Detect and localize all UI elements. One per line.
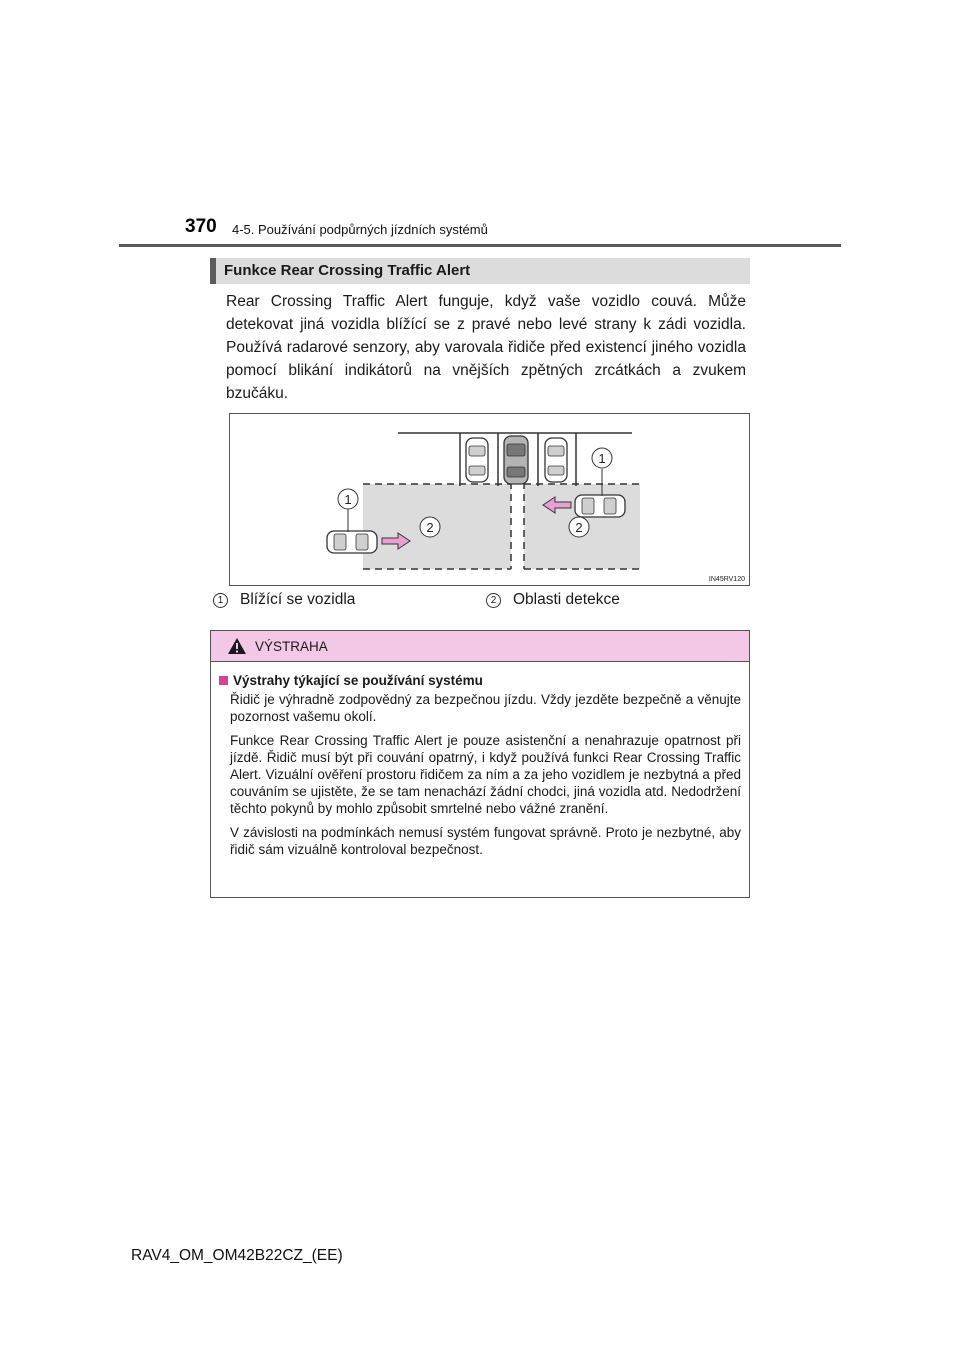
- approaching-vehicle-left: [327, 531, 377, 553]
- legend-label: Blížící se vozidla: [240, 591, 356, 608]
- warning-triangle-icon: [227, 637, 247, 655]
- legend-number: 2: [486, 593, 501, 608]
- svg-text:1: 1: [598, 451, 606, 466]
- rcta-illustration: [230, 414, 749, 585]
- warning-body: [211, 662, 749, 858]
- warning-header: [211, 631, 749, 662]
- bullet-square-icon: [219, 676, 228, 685]
- callout-2-left: [420, 517, 440, 537]
- callout-1-left: [338, 489, 358, 509]
- own-vehicle: [504, 436, 528, 484]
- legend-item-2: [486, 591, 620, 609]
- page-number: 370: [185, 216, 217, 237]
- parked-car-1: [466, 438, 488, 482]
- callout-1-right: [592, 448, 612, 468]
- callout-2-right: [569, 517, 589, 537]
- section-heading: Funkce Rear Crossing Traffic Alert: [210, 258, 750, 284]
- approaching-vehicle-right: [575, 495, 625, 517]
- header-rule: [119, 244, 841, 247]
- svg-text:2: 2: [575, 520, 583, 535]
- figure-code: IN45RV120: [708, 576, 745, 583]
- legend-label: Oblasti detekce: [513, 591, 620, 608]
- warning-paragraph: Funkce Rear Crossing Traffic Alert je pouze asistenční a nenahrazuje opatrnost při jízdě. Řidič musí být při couvání opatrný, i když používá funkci Rear Crossing Traffic Alert. Vizuální ověření prostoru řidičem za ním a za jeho vozidlem je nezbytná a před couváním se ujistěte, že se tam nenachází žádní chodci, jiná vozidla atd. Nedodržení těchto pokynů by mohlo způsobit smrtelné nebo vážné zranění.: [230, 733, 741, 816]
- warning-bullet-title: Výstrahy týkající se používání systému: [219, 672, 741, 689]
- warning-title: VÝSTRAHA: [255, 638, 328, 654]
- footer-doc-code: RAV4_OM_OM42B22CZ_(EE): [131, 1247, 343, 1264]
- svg-text:2: 2: [426, 520, 434, 535]
- warning-paragraph: V závislosti na podmínkách nemusí systém fungovat správně. Proto je nezbytné, aby řidič sám vizuálně kontroloval bezpečnost.: [230, 825, 741, 857]
- warning-paragraph: Řidič je výhradně zodpovědný za bezpečnou jízdu. Vždy jezděte bezpečně a věnujte pozornost vašemu okolí.: [230, 692, 741, 724]
- legend-item-1: [213, 591, 355, 609]
- running-head: 4-5. Používání podpůrných jízdních systémů: [232, 222, 488, 237]
- warning-box: [210, 630, 750, 898]
- legend-number: 1: [213, 593, 228, 608]
- parked-car-2: [545, 438, 567, 482]
- intro-paragraph: Rear Crossing Traffic Alert funguje, když vaše vozidlo couvá. Může detekovat jiná vozidla blížící se z pravé nebo levé strany k zádi vozidla. Používá radarové senzory, aby varovala řidiče před existencí jiného vozidla pomocí blikání indikátorů na vnějších zpětných zrcátkách a zvukem bzučáku.: [226, 293, 746, 402]
- figure-frame: [229, 413, 750, 586]
- svg-text:1: 1: [344, 492, 352, 507]
